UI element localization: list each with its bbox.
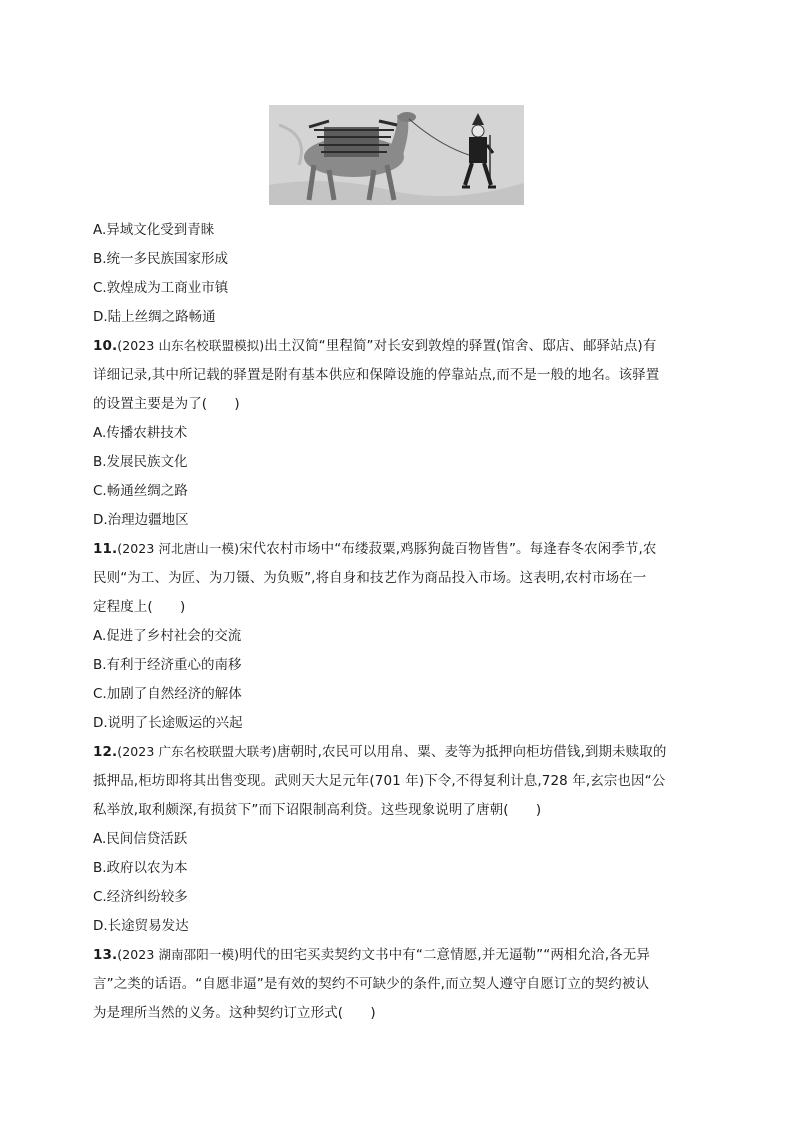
- q10-stem-line-3: 的设置主要是为了( ): [93, 396, 240, 412]
- q12-text-1: 唐朝时,农民可以用帛、粟、麦等为抵押向柜坊借钱,到期未赎取的: [276, 744, 667, 760]
- q13-stem-line-1: [93, 946, 650, 964]
- q10-stem-line-2: 详细记录,其中所记载的驿置是附有基本供应和保障设施的停靠站点,而不是一般的地名。该驿置: [93, 367, 660, 383]
- q13-stem-line-2: 言”之类的话语。“自愿非逼”是有效的契约不可缺少的条件,而立契人遵守自愿订立的契约被认: [93, 976, 650, 992]
- q12-stem-line-3: 私举放,取利颇深,有损贫下”而下诏限制高利贷。这些现象说明了唐朝( ): [93, 802, 542, 818]
- q11-stem-line-3: 定程度上( ): [93, 599, 186, 615]
- q10-option-d: D.治理边疆地区: [93, 512, 189, 528]
- q10-option-b: B.发展民族文化: [93, 454, 188, 470]
- q11-option-b: B.有利于经济重心的南移: [93, 657, 242, 673]
- q10-option-c: C.畅通丝绸之路: [93, 483, 188, 499]
- q11-text-1: 宋代农村市场中“布缕菽粟,鸡豚狗彘百物皆售”。每逢春冬农闲季节,农: [239, 541, 657, 557]
- q11-source: (2023 河北唐山一模): [117, 541, 240, 556]
- q10-option-a: A.传播农耕技术: [93, 425, 188, 441]
- q12-source: (2023 广东名校联盟大联考): [117, 744, 277, 759]
- q11-option-c: C.加剧了自然经济的解体: [93, 686, 242, 702]
- q9-option-a: A.异域文化受到青睐: [93, 222, 215, 238]
- q9-option-d: D.陆上丝绸之路畅通: [93, 309, 216, 325]
- q11-stem-line-2: 民则“为工、为匠、为刀镊、为负贩”,将自身和技艺作为商品投入市场。这表明,农村市场在一: [93, 570, 647, 586]
- q13-number: 13.: [93, 947, 118, 963]
- q11-stem-line-1: [93, 540, 656, 558]
- q10-stem-line-1: [93, 337, 656, 355]
- q12-stem-line-2: 抵押品,柜坊即将其出售变现。武则天大足元年(701 年)下令,不得复利计息,728 年,玄宗也因“公: [93, 773, 666, 789]
- q11-number: 11.: [93, 541, 118, 557]
- q10-source: (2023 山东名校联盟模拟): [117, 338, 265, 353]
- q13-text-1: 明代的田宅买卖契约文书中有“二意情愿,并无逼勒”“两相允洽,各无异: [239, 947, 650, 963]
- q9-option-b: B.统一多民族国家形成: [93, 251, 229, 267]
- q10-number: 10.: [93, 338, 118, 354]
- camel-mural-image: [269, 105, 524, 205]
- q9-option-c: C.敦煌成为工商业市镇: [93, 280, 229, 296]
- q13-stem-line-3: 为是理所当然的义务。这种契约订立形式( ): [93, 1005, 376, 1021]
- q12-stem-line-1: [93, 743, 666, 761]
- q13-source: (2023 湖南邵阳一模): [117, 947, 240, 962]
- q11-option-a: A.促进了乡村社会的交流: [93, 628, 242, 644]
- q10-text-1: 出土汉简“里程简”对长安到敦煌的驿置(馆舍、邸店、邮驿站点)有: [264, 338, 657, 354]
- q12-option-d: D.长途贸易发达: [93, 918, 189, 934]
- q12-number: 12.: [93, 744, 118, 760]
- q11-option-d: D.说明了长途贩运的兴起: [93, 715, 243, 731]
- q12-option-c: C.经济纠纷较多: [93, 889, 188, 905]
- q12-option-b: B.政府以农为本: [93, 860, 188, 876]
- q12-option-a: A.民间信贷活跃: [93, 831, 188, 847]
